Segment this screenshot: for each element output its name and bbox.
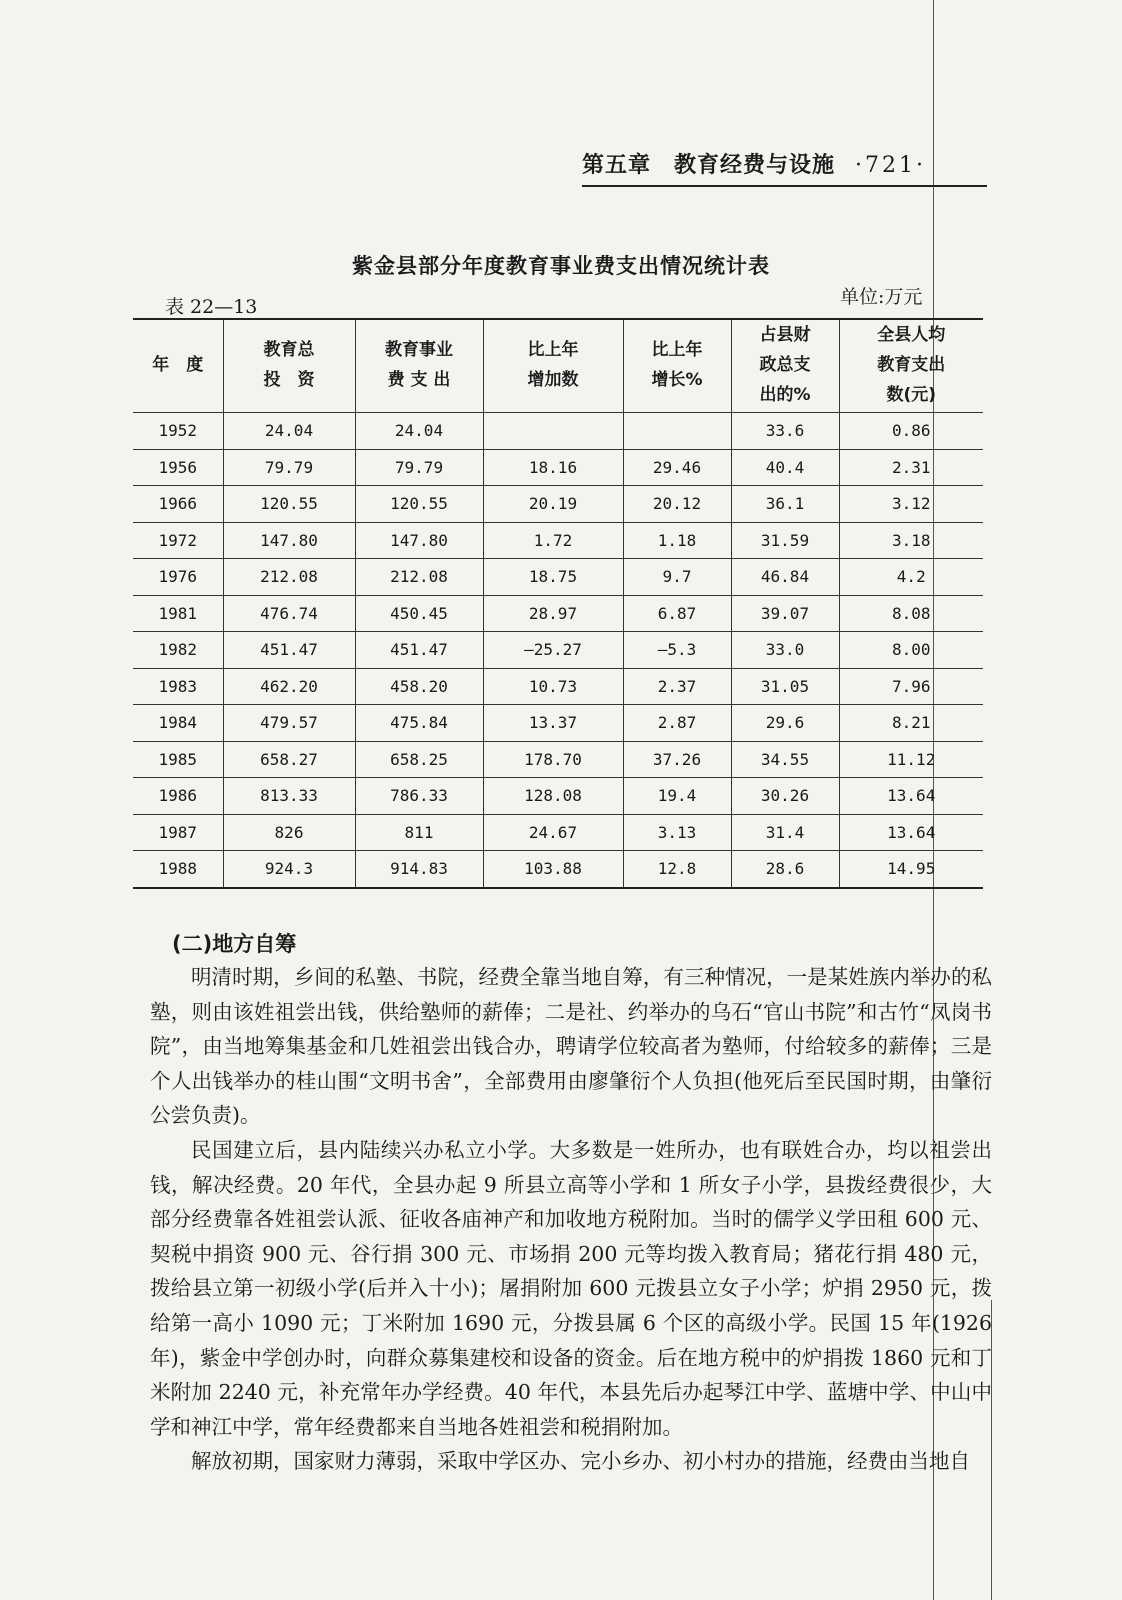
- column-header: 占县财 政总支 出的%: [731, 319, 839, 413]
- table-row: [133, 814, 983, 851]
- table-row: [133, 522, 983, 559]
- value-cell: 2.87: [623, 705, 731, 742]
- value-cell: 20.12: [623, 486, 731, 523]
- table-row: [133, 595, 983, 632]
- page-number: ·721·: [855, 153, 926, 178]
- value-cell: 451.47: [223, 632, 355, 669]
- value-cell: 31.4: [731, 814, 839, 851]
- value-cell: 79.79: [355, 449, 483, 486]
- value-cell: 18.75: [483, 559, 623, 596]
- value-cell: 30.26: [731, 778, 839, 815]
- year-cell: 1983: [133, 668, 223, 705]
- value-cell: 3.13: [623, 814, 731, 851]
- value-cell: 914.83: [355, 851, 483, 888]
- year-cell: 1988: [133, 851, 223, 888]
- table-row: [133, 851, 983, 888]
- value-cell: 658.27: [223, 741, 355, 778]
- value-cell: 1.72: [483, 522, 623, 559]
- value-cell: 20.19: [483, 486, 623, 523]
- value-cell: 28.6: [731, 851, 839, 888]
- value-cell: 29.46: [623, 449, 731, 486]
- value-cell: 120.55: [355, 486, 483, 523]
- column-header: 教育事业 费 支 出: [355, 319, 483, 413]
- table-header: [133, 319, 983, 413]
- column-header: 比上年 增长%: [623, 319, 731, 413]
- value-cell: 212.08: [355, 559, 483, 596]
- value-cell: 103.88: [483, 851, 623, 888]
- value-cell: 31.59: [731, 522, 839, 559]
- year-cell: 1985: [133, 741, 223, 778]
- table-row: [133, 668, 983, 705]
- column-header: 教育总 投 资: [223, 319, 355, 413]
- value-cell: 479.57: [223, 705, 355, 742]
- body-text: [150, 960, 992, 1479]
- value-cell: 458.20: [355, 668, 483, 705]
- paragraph: 解放初期，国家财力薄弱，采取中学区办、完小乡办、初小村办的措施，经费由当地自: [191, 1449, 970, 1474]
- value-cell: 24.04: [223, 413, 355, 450]
- table-row: [133, 559, 983, 596]
- value-cell: 36.1: [731, 486, 839, 523]
- table-body: [133, 413, 983, 888]
- value-cell: 786.33: [355, 778, 483, 815]
- value-cell: 924.3: [223, 851, 355, 888]
- value-cell: 4.2: [839, 559, 983, 596]
- value-cell: 3.18: [839, 522, 983, 559]
- year-cell: 1984: [133, 705, 223, 742]
- year-cell: 1976: [133, 559, 223, 596]
- value-cell: 40.4: [731, 449, 839, 486]
- value-cell: 147.80: [355, 522, 483, 559]
- value-cell: —25.27: [483, 632, 623, 669]
- value-cell: 8.08: [839, 595, 983, 632]
- value-cell: 475.84: [355, 705, 483, 742]
- value-cell: 31.05: [731, 668, 839, 705]
- value-cell: 178.70: [483, 741, 623, 778]
- value-cell: 24.67: [483, 814, 623, 851]
- year-cell: 1986: [133, 778, 223, 815]
- table-row: [133, 705, 983, 742]
- value-cell: 37.26: [623, 741, 731, 778]
- running-head: [582, 148, 987, 187]
- table-row: [133, 778, 983, 815]
- value-cell: —5.3: [623, 632, 731, 669]
- value-cell: 476.74: [223, 595, 355, 632]
- value-cell: 28.97: [483, 595, 623, 632]
- value-cell: 7.96: [839, 668, 983, 705]
- value-cell: 46.84: [731, 559, 839, 596]
- value-cell: 6.87: [623, 595, 731, 632]
- value-cell: 29.6: [731, 705, 839, 742]
- value-cell: 13.37: [483, 705, 623, 742]
- statistics-table: [133, 318, 983, 889]
- value-cell: [623, 413, 731, 450]
- value-cell: 9.7: [623, 559, 731, 596]
- header-row: [133, 319, 983, 413]
- section-heading: (二)地方自筹: [172, 932, 297, 956]
- value-cell: 826: [223, 814, 355, 851]
- value-cell: 147.80: [223, 522, 355, 559]
- value-cell: 462.20: [223, 668, 355, 705]
- year-cell: 1981: [133, 595, 223, 632]
- column-header: 全县人均 教育支出 数(元): [839, 319, 983, 413]
- table-number: 表 22—13: [165, 296, 258, 318]
- value-cell: 10.73: [483, 668, 623, 705]
- value-cell: 33.0: [731, 632, 839, 669]
- table-unit: 单位:万元: [840, 286, 923, 308]
- value-cell: 0.86: [839, 413, 983, 450]
- year-cell: 1956: [133, 449, 223, 486]
- value-cell: 12.8: [623, 851, 731, 888]
- table-row: [133, 741, 983, 778]
- value-cell: 811: [355, 814, 483, 851]
- value-cell: 2.31: [839, 449, 983, 486]
- value-cell: 11.12: [839, 741, 983, 778]
- value-cell: 120.55: [223, 486, 355, 523]
- table-row: [133, 449, 983, 486]
- value-cell: 2.37: [623, 668, 731, 705]
- value-cell: 212.08: [223, 559, 355, 596]
- value-cell: 8.21: [839, 705, 983, 742]
- value-cell: 14.95: [839, 851, 983, 888]
- value-cell: 33.6: [731, 413, 839, 450]
- value-cell: 658.25: [355, 741, 483, 778]
- year-cell: 1952: [133, 413, 223, 450]
- value-cell: [483, 413, 623, 450]
- value-cell: 19.4: [623, 778, 731, 815]
- value-cell: 39.07: [731, 595, 839, 632]
- year-cell: 1972: [133, 522, 223, 559]
- value-cell: 3.12: [839, 486, 983, 523]
- value-cell: 813.33: [223, 778, 355, 815]
- paragraph: 民国建立后，县内陆续兴办私立小学。大多数是一姓所办，也有联姓合办，均以祖尝出钱，解决经费。20 年代，全县办起 9 所县立高等小学和 1 所女子小学，县拨经费很少，大部分经费靠各姓祖尝认派、征收各庙神产和加收地方税附加。当时的儒学义学田租 600 元、契税中捐资 900 元、谷行捐 300 元、市场捐 200 元等均拨入教育局；猪花行捐 480 元，拨给县立第一初级小学(后并入十小)；屠捐附加 600 元拨县立女子小学；炉捐 2950 元，拨给第一高小 1090 元；丁米附加 1690 元，分拨县属 6 个区的高级小学。民国 15 年(1926 年)，紫金中学创办时，向群众募集建校和设备的资金。后在地方税中的炉捐拨 1860 元和丁米附加 2240 元，补充常年办学经费。40 年代，本县先后办起琴江中学、蓝塘中学、中山中学和神江中学，常年经费都来自当地各姓祖尝和税捐附加。: [150, 1137, 992, 1439]
- value-cell: 79.79: [223, 449, 355, 486]
- chapter-title: 第五章 教育经费与设施: [582, 152, 836, 178]
- value-cell: 450.45: [355, 595, 483, 632]
- year-cell: 1987: [133, 814, 223, 851]
- value-cell: 18.16: [483, 449, 623, 486]
- table-row: [133, 413, 983, 450]
- value-cell: 451.47: [355, 632, 483, 669]
- column-header: 年 度: [133, 319, 223, 413]
- year-cell: 1982: [133, 632, 223, 669]
- value-cell: 13.64: [839, 778, 983, 815]
- value-cell: 24.04: [355, 413, 483, 450]
- value-cell: 8.00: [839, 632, 983, 669]
- value-cell: 34.55: [731, 741, 839, 778]
- column-header: 比上年 增加数: [483, 319, 623, 413]
- year-cell: 1966: [133, 486, 223, 523]
- table-row: [133, 486, 983, 523]
- table-title: 紫金县部分年度教育事业费支出情况统计表: [352, 254, 770, 278]
- value-cell: 128.08: [483, 778, 623, 815]
- value-cell: 13.64: [839, 814, 983, 851]
- paragraph: 明清时期，乡间的私塾、书院，经费全靠当地自筹，有三种情况，一是某姓族内举办的私塾，则由该姓祖尝出钱，供给塾师的薪俸；二是社、约举办的乌石“官山书院”和古竹“凤岗书院”，由当地筹集基金和几姓祖尝出钱合办，聘请学位较高者为塾师，付给较多的薪俸；三是个人出钱举办的桂山围“文明书舍”，全部费用由廖肇衍个人负担(他死后至民国时期，由肇衍公尝负责)。: [150, 965, 992, 1128]
- table-row: [133, 632, 983, 669]
- value-cell: 1.18: [623, 522, 731, 559]
